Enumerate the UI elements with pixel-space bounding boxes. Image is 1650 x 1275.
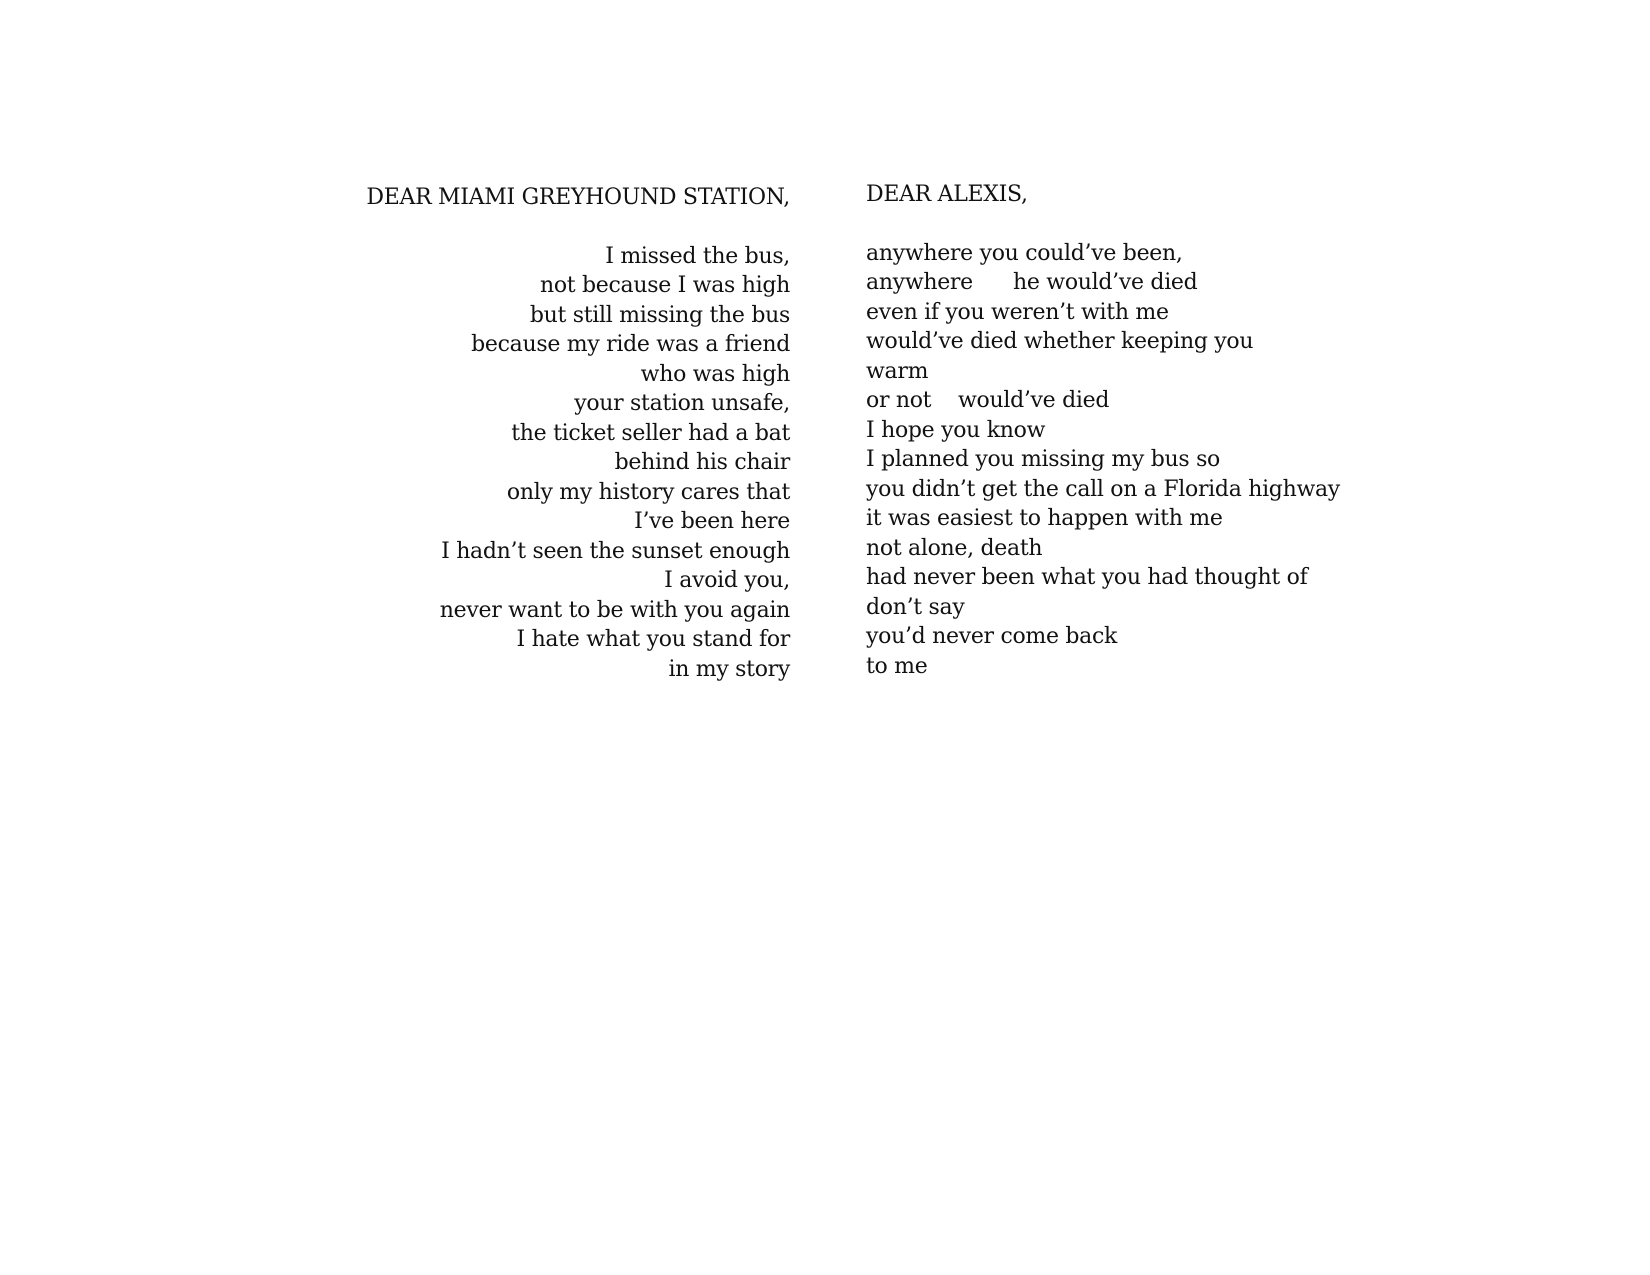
poem-line: the ticket seller had a bat bbox=[511, 420, 790, 446]
poem-line: to me bbox=[866, 653, 928, 679]
poem-line: even if you weren’t with me bbox=[866, 299, 1169, 325]
poem-line: or not would’ve died bbox=[866, 388, 1110, 413]
poem-line: not because I was high bbox=[539, 273, 790, 298]
poem-line: I hope you know bbox=[866, 417, 1046, 443]
poem-right bbox=[866, 180, 1340, 681]
poem-line: I missed the bus, bbox=[605, 243, 790, 269]
poem-line: your station unsafe, bbox=[574, 391, 790, 416]
poem-line: I hate what you stand for bbox=[516, 627, 790, 652]
poem-line: it was easiest to happen with me bbox=[866, 506, 1223, 531]
poem-line: anywhere he would’ve died bbox=[866, 270, 1198, 295]
poem-line: I avoid you, bbox=[664, 568, 790, 593]
poem-line: behind his chair bbox=[614, 450, 790, 475]
poem-line: I’ve been here bbox=[634, 509, 790, 534]
poem-line: never want to be with you again bbox=[439, 597, 790, 623]
poem-line: you’d never come back bbox=[866, 624, 1118, 649]
poem-line: only my history cares that bbox=[506, 479, 790, 505]
poem-line: because my ride was a friend bbox=[471, 332, 790, 357]
poem-right-title: DEAR ALEXIS, bbox=[866, 182, 1028, 207]
poem-line: I planned you missing my bus so bbox=[866, 447, 1221, 472]
poem-line: who was high bbox=[640, 361, 790, 387]
poem-line: anywhere you could’ve been, bbox=[866, 240, 1183, 266]
poem-line: I hadn’t seen the sunset enough bbox=[441, 538, 790, 564]
poem-line: but still missing the bus bbox=[529, 302, 790, 328]
poem-line: in my story bbox=[668, 656, 790, 682]
poem-line: would’ve died whether keeping you bbox=[866, 329, 1254, 354]
poem-left-title: DEAR MIAMI GREYHOUND STATION, bbox=[366, 185, 790, 210]
poem-line: don’t say bbox=[866, 594, 965, 620]
poem-left bbox=[366, 183, 790, 684]
poem-line: not alone, death bbox=[866, 535, 1043, 561]
poem-line: you didn’t get the call on a Florida highway bbox=[866, 476, 1340, 502]
poem-line: had never been what you had thought of bbox=[866, 565, 1308, 590]
poem-line: warm bbox=[866, 358, 929, 384]
